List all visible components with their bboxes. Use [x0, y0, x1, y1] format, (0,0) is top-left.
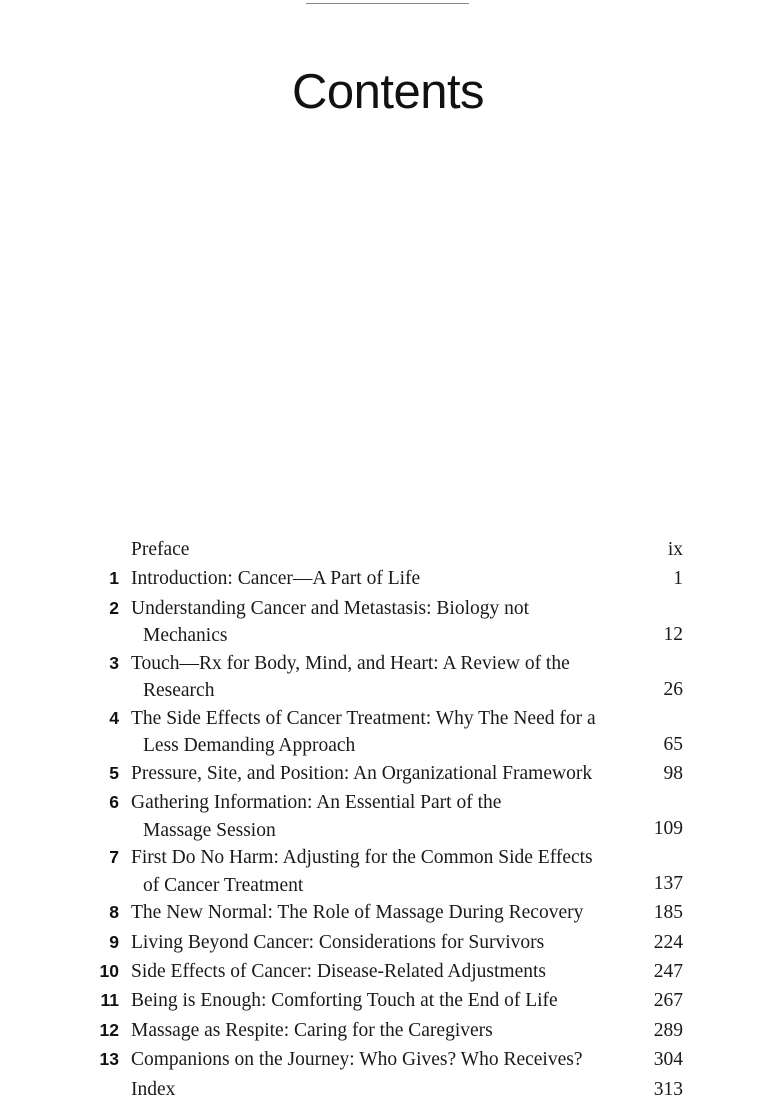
page-number: ix: [667, 539, 683, 560]
page-number: 224: [653, 931, 683, 953]
chapter-title-line2: Less Demanding Approach: [143, 735, 356, 757]
chapter-title-line1: Index: [131, 1078, 176, 1100]
top-rule: [306, 3, 469, 4]
page-number: 304: [653, 1049, 683, 1071]
page-number: 247: [653, 960, 683, 982]
chapter-title: [131, 564, 636, 593]
chapter-title-line1: Being is Enough: Comforting Touch at the End of Life: [131, 990, 558, 1012]
chapter-title: [131, 843, 636, 897]
page-number: 289: [653, 1019, 683, 1041]
chapter-title: [131, 928, 636, 957]
chapter-number: 3: [109, 652, 119, 673]
page-number: 65: [663, 733, 683, 755]
page-number: 1: [673, 568, 683, 590]
toc-entry[interactable]: [0, 759, 780, 788]
chapter-title-line1: Living Beyond Cancer: Considerations for Survivors: [131, 931, 545, 953]
page-number: 137: [653, 873, 683, 895]
chapter-title-line2: Massage Session: [143, 819, 276, 841]
chapter-title-line1: The Side Effects of Cancer Treatment: Why The Need for a: [131, 707, 596, 729]
page-number: 185: [653, 902, 683, 924]
chapter-title-line1: Side Effects of Cancer: Disease-Related Adjustments: [131, 960, 546, 982]
chapter-number: 6: [109, 792, 119, 813]
chapter-title-line1: The New Normal: The Role of Massage During Recovery: [131, 902, 584, 924]
toc-entry[interactable]: [0, 788, 780, 843]
page-number: 98: [663, 762, 683, 784]
toc-entry[interactable]: [0, 898, 780, 927]
chapter-title-line1: Pressure, Site, and Position: An Organizational Framework: [131, 762, 593, 784]
chapter-number: 11: [100, 990, 119, 1011]
chapter-title: [131, 594, 636, 648]
toc-entry[interactable]: [0, 1016, 780, 1045]
chapter-title: [131, 535, 636, 564]
toc-entry[interactable]: [0, 843, 780, 898]
toc-entry[interactable]: [0, 1045, 780, 1074]
chapter-number: 5: [109, 762, 119, 783]
chapter-number: 4: [109, 707, 119, 728]
toc-entry[interactable]: [0, 594, 780, 649]
page-number: 313: [653, 1078, 683, 1100]
page-number: 109: [653, 818, 683, 840]
chapter-title: [131, 1045, 636, 1074]
chapter-title: [131, 1016, 636, 1045]
toc-entry[interactable]: [0, 564, 780, 593]
toc-entry[interactable]: [0, 928, 780, 957]
chapter-number: 9: [109, 931, 119, 952]
chapter-title: [131, 898, 636, 927]
chapter-number: 12: [99, 1019, 119, 1040]
chapter-title-line1: Preface: [131, 539, 190, 560]
table-of-contents: [0, 535, 780, 1104]
toc-entry[interactable]: [0, 986, 780, 1015]
page-title: Contents: [291, 65, 485, 119]
toc-entry[interactable]: [0, 1075, 780, 1104]
chapter-title: [131, 759, 636, 788]
chapter-number: 1: [109, 568, 119, 589]
chapter-number: 10: [99, 960, 119, 981]
chapter-title-line2: of Cancer Treatment: [143, 874, 304, 896]
chapter-title: [131, 986, 636, 1015]
chapter-number: 8: [109, 902, 119, 923]
chapter-title-line2: Research: [143, 680, 215, 702]
chapter-title-line1: First Do No Harm: Adjusting for the Common Side Effects: [131, 847, 593, 869]
chapter-title-line2: Mechanics: [143, 625, 228, 647]
chapter-title: [131, 957, 636, 986]
page-number: 12: [663, 623, 683, 645]
chapter-title-line1: Touch—Rx for Body, Mind, and Heart: A Review of the: [131, 652, 570, 674]
chapter-title-line1: Massage as Respite: Caring for the Caregivers: [131, 1019, 493, 1041]
chapter-title: [131, 649, 636, 703]
chapter-title-line1: Understanding Cancer and Metastasis: Biology not: [131, 597, 530, 619]
chapter-number: 7: [109, 847, 119, 868]
chapter-title: [131, 704, 636, 758]
page-number: 26: [663, 678, 683, 700]
toc-entry[interactable]: [0, 957, 780, 986]
chapter-title: [131, 1075, 636, 1104]
chapter-title: [131, 788, 636, 842]
chapter-title-line1: Companions on the Journey: Who Gives? Who Receives?: [131, 1049, 583, 1071]
toc-entry[interactable]: [0, 649, 780, 704]
chapter-title-line1: Gathering Information: An Essential Part of the: [131, 792, 502, 814]
toc-entry[interactable]: [0, 535, 780, 564]
chapter-number: 13: [99, 1049, 119, 1070]
chapter-number: 2: [109, 597, 119, 618]
chapter-title-line1: Introduction: Cancer—A Part of Life: [131, 568, 421, 590]
toc-entry[interactable]: [0, 704, 780, 759]
page-number: 267: [653, 990, 683, 1012]
